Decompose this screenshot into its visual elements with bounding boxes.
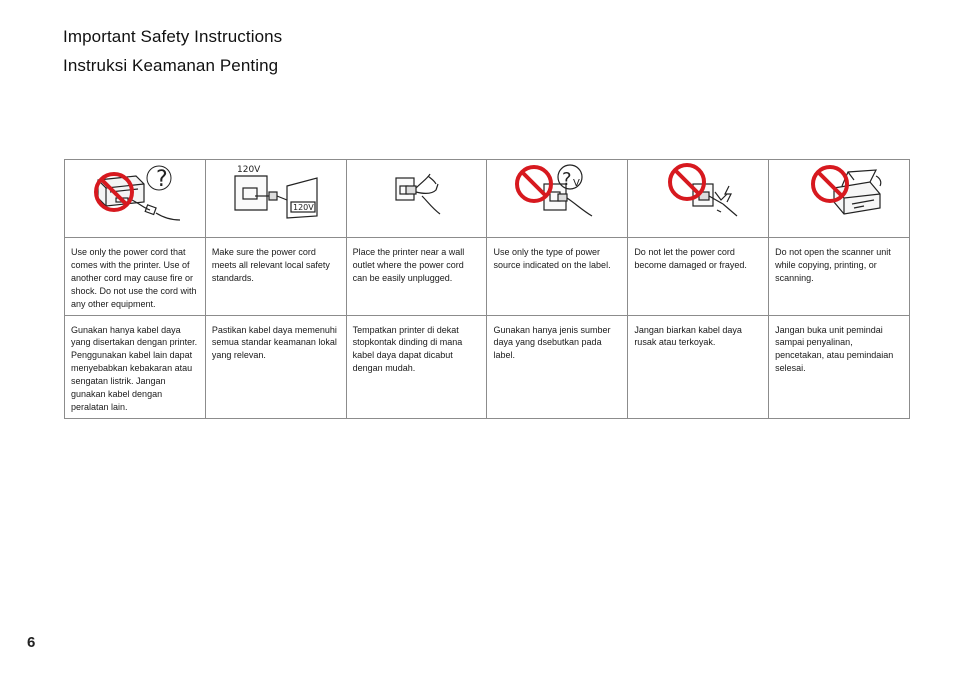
header (63, 22, 282, 80)
instruction-cell-en (65, 238, 206, 316)
instruction-text-id: Jangan buka unit pemindai sampai penyalinan, pencetakan, atau pemindaian selesai. (775, 324, 894, 374)
safety-instructions-table (64, 159, 910, 419)
instruction-text-id: Pastikan kabel daya memenuhi semua standar keamanan lokal yang relevan. (211, 324, 337, 361)
page-title-english: Important Safety Instructions (63, 27, 283, 46)
instruction-cell-en (346, 238, 487, 316)
question-mark-glyph: ? (562, 169, 572, 190)
instruction-cell-en (487, 238, 628, 316)
instruction-text-en: Place the printer near a wall outlet where the power cord can be easily unplugged. (352, 247, 465, 283)
english-text-row (65, 238, 910, 316)
power-source-icon (502, 160, 612, 222)
illustration-cell (346, 160, 487, 238)
illustration-cell (205, 160, 346, 238)
no-other-cord-icon (80, 160, 190, 222)
instruction-cell-en (205, 238, 346, 316)
illustration-cell (487, 160, 628, 238)
instruction-text-en: Use only the type of power source indicated on the label. (493, 247, 611, 270)
instruction-cell-id (487, 315, 628, 418)
page-title-indonesian: Instruksi Keamanan Penting (63, 56, 279, 75)
instruction-text-en: Use only the power cord that comes with the printer. Use of another cord may cause fire or shock. Do not use the cord with any other equipment. (71, 247, 197, 309)
instruction-cell-id (205, 315, 346, 418)
volt-symbol-glyph: V (573, 178, 581, 189)
instruction-cell-en (628, 238, 769, 316)
instruction-cell-id (628, 315, 769, 418)
instruction-cell-id (65, 315, 206, 418)
instruction-text-id: Gunakan hanya kabel daya yang disertakan dengan printer. Penggunakan kabel lain dapat menyebabkan kebakaran atau sengatan listrik. Jangan gunakan kabel dengan peralatan lain. (71, 324, 198, 412)
illustration-cell (769, 160, 910, 238)
instruction-text-en: Do not let the power cord become damaged or frayed. (634, 247, 747, 270)
safety-standards-icon (221, 160, 331, 222)
damaged-cord-icon (643, 160, 753, 222)
illustration-cell (65, 160, 206, 238)
instruction-cell-id (769, 315, 910, 418)
question-mark-glyph: ? (155, 167, 168, 192)
illustration-cell (628, 160, 769, 238)
instruction-text-id: Gunakan hanya jenis sumber daya yang dsebutkan pada label. (493, 324, 611, 361)
wall-outlet-icon (362, 160, 472, 222)
instruction-cell-id (346, 315, 487, 418)
open-scanner-icon (784, 160, 894, 222)
voltage-label-device: 120V (292, 203, 314, 212)
voltage-label-top: 120V (236, 165, 261, 175)
instruction-text-id: Tempatkan printer di dekat stopkontak dinding di mana kabel daya dapat dicabut dengan mudah. (352, 324, 463, 374)
instruction-text-en: Make sure the power cord meets all relevant local safety standards. (211, 247, 330, 283)
instruction-text-id: Jangan biarkan kabel daya rusak atau terkoyak. (634, 324, 742, 348)
illustration-row (65, 160, 910, 238)
instruction-text-en: Do not open the scanner unit while copying, printing, or scanning. (775, 247, 891, 283)
instruction-cell-en (769, 238, 910, 316)
page-number: 6 (27, 634, 36, 651)
indonesian-text-row (65, 315, 910, 418)
